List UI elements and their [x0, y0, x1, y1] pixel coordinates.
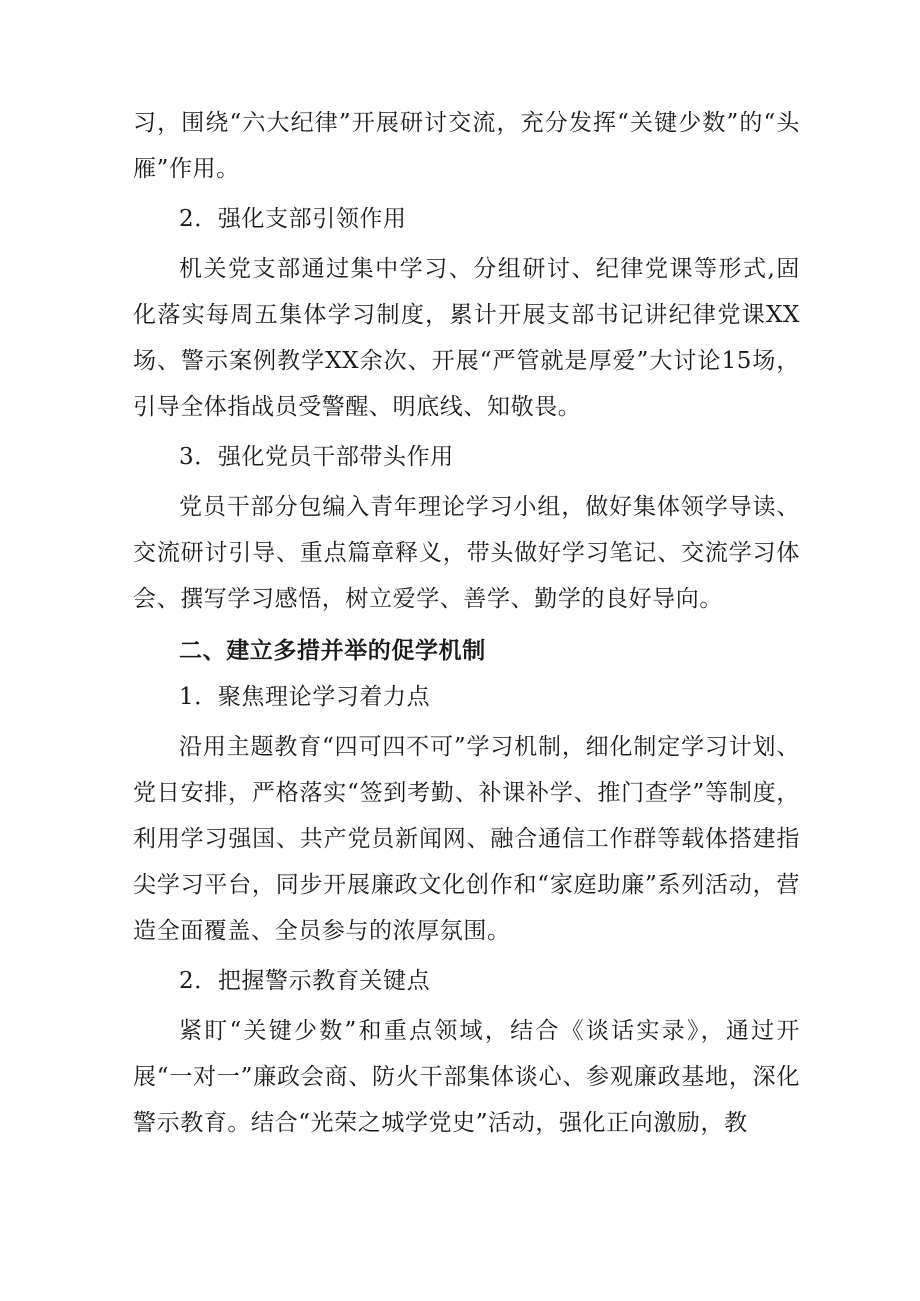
paragraph-warning-education: 紧盯“关键少数”和重点领域，结合《谈话实录》，通过开展“一对一”廉政会商、防火干部集体谈心、参观廉政基地，深化警示教育。结合“光荣之城学党史”活动，强化正向激励，教	[133, 1018, 800, 1136]
paragraph-theory-study: 沿用主题教育“四可四不可”学习机制，细化制定学习计划、党日安排，严格落实“签到考勤、补课补学、推门查学”等制度，利用学习强国、共产党员新闻网、融合通信工作群等载体搭建指尖学习平台，同步开展廉政文化创作和“家庭助廉”系列活动，营造全面覆盖、全员参与的浓厚氛围。	[133, 734, 800, 944]
paragraph-cadre-leadership: 党员干部分包编入青年理论学习小组，做好集体领学导读、交流研讨引导、重点篇章释义，带头做好学习笔记、交流学习体会、撰写学习感悟，树立爱学、善学、勤学的良好导向。	[133, 494, 800, 612]
subheading-3-cadre-leadership: 3．强化党员干部带头作用	[179, 444, 454, 470]
section-heading-2: 二、建立多措并举的促学机制	[179, 638, 486, 664]
subheading-1-theory-study: 1．聚焦理论学习着力点	[179, 684, 431, 710]
continuation-paragraph: 习，围绕“六大纪律”开展研讨交流，充分发挥“关键少数”的“头雁”作用。	[133, 110, 800, 182]
subheading-2-branch-leadership: 2．强化支部引领作用	[179, 206, 407, 232]
paragraph-branch-leadership: 机关党支部通过集中学习、分组研讨、纪律党课等形式,固化落实每周五集体学习制度，累计开展支部书记讲纪律党课XX场、警示案例教学XX余次、开展“严管就是厚爱”大讨论15场，引导全体指战员受警醒、明底线、知敬畏。	[133, 256, 800, 420]
subheading-2-warning-education: 2．把握警示教育关键点	[179, 968, 431, 994]
